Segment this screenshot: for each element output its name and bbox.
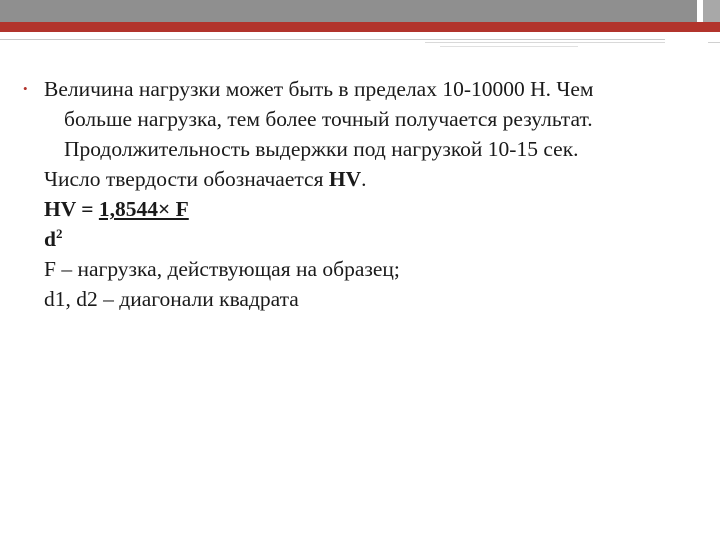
hardness-text: Число твердости обозначается <box>44 167 329 191</box>
divider-line <box>0 39 665 40</box>
formula-lhs: HV = <box>44 197 99 221</box>
formula-line <box>44 194 694 224</box>
divider-line <box>425 42 665 43</box>
bullet-paragraph <box>23 74 694 164</box>
formula-denominator-base: d <box>44 227 56 251</box>
legend-f: F – нагрузка, действующая на образец; <box>44 257 400 281</box>
slide-body <box>23 74 694 314</box>
divider-line <box>440 46 578 47</box>
bullet-line-1: Величина нагрузки может быть в пределах 10-10000 Н. Чем <box>44 77 594 101</box>
hardness-symbol: HV <box>328 167 362 191</box>
divider-line <box>708 42 720 43</box>
header-red-bar <box>0 22 697 32</box>
legend-d: d1, d2 – диагонали квадрата <box>44 287 299 311</box>
hardness-end: . <box>361 167 367 191</box>
bullet-line-3: Продолжительность выдержки под нагрузкой 10-15 сек. <box>64 137 579 161</box>
header-gray-bar-right <box>703 0 720 22</box>
hardness-line <box>44 164 694 194</box>
header-red-bar-right <box>697 22 720 32</box>
formula-numerator: 1,8544× F <box>98 197 189 221</box>
formula-denominator <box>44 224 694 254</box>
bullet-marker: • <box>23 81 28 96</box>
bullet-line-2: больше нагрузка, тем более точный получается результат. <box>64 107 593 131</box>
formula-denominator-exp: 2 <box>55 226 63 241</box>
header-gray-bar <box>0 0 697 22</box>
